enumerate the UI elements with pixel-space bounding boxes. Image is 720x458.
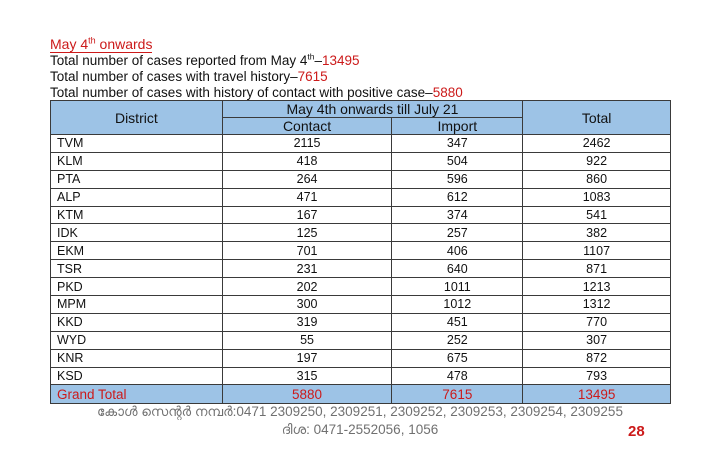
grand-total-label: Grand Total bbox=[51, 385, 223, 404]
grand-total-total: 13495 bbox=[523, 385, 671, 404]
table-row bbox=[51, 367, 671, 385]
stat-travel-history bbox=[50, 69, 328, 85]
district-cases-table bbox=[50, 100, 671, 404]
cell-district: KNR bbox=[51, 349, 223, 367]
cell-import: 612 bbox=[392, 188, 523, 206]
cell-contact: 418 bbox=[222, 152, 392, 170]
cell-import: 1011 bbox=[392, 278, 523, 296]
disha-helpline: ദിശ: 0471-2552056, 1056 bbox=[281, 422, 439, 437]
cell-district: WYD bbox=[51, 331, 223, 349]
cell-district: KLM bbox=[51, 152, 223, 170]
grand-total-contact: 5880 bbox=[222, 385, 392, 404]
stat-value: 7615 bbox=[297, 69, 328, 84]
cell-contact: 264 bbox=[222, 170, 392, 188]
stat-contact-history bbox=[50, 85, 463, 101]
cell-district: MPM bbox=[51, 296, 223, 314]
cell-district: PTA bbox=[51, 170, 223, 188]
cell-contact: 231 bbox=[222, 260, 392, 278]
table-row bbox=[51, 135, 671, 153]
cell-total: 307 bbox=[523, 331, 671, 349]
cell-total: 2462 bbox=[523, 135, 671, 153]
cell-contact: 319 bbox=[222, 313, 392, 331]
cell-contact: 315 bbox=[222, 367, 392, 385]
cell-total: 1312 bbox=[523, 296, 671, 314]
call-center-numbers: കോൾ സെന്റർ നമ്പർ:0471 2309250, 2309251, 2309252, 2309253, 2309254, 2309255 bbox=[97, 404, 623, 419]
cell-contact: 2115 bbox=[222, 135, 392, 153]
page-number: 28 bbox=[628, 423, 645, 440]
cell-district: ALP bbox=[51, 188, 223, 206]
cell-contact: 471 bbox=[222, 188, 392, 206]
stat-value: 5880 bbox=[432, 85, 463, 100]
cell-district: IDK bbox=[51, 224, 223, 242]
cell-import: 478 bbox=[392, 367, 523, 385]
table-row bbox=[51, 224, 671, 242]
cell-district: KSD bbox=[51, 367, 223, 385]
cell-contact: 300 bbox=[222, 296, 392, 314]
cell-import: 1012 bbox=[392, 296, 523, 314]
table-row bbox=[51, 152, 671, 170]
cell-total: 382 bbox=[523, 224, 671, 242]
stat-label: Total number of cases with history of contact with positive case– bbox=[50, 85, 433, 100]
cell-import: 374 bbox=[392, 206, 523, 224]
cell-district: EKM bbox=[51, 242, 223, 260]
stat-label: Total number of cases reported from May 4 bbox=[50, 53, 308, 68]
header-district: District bbox=[51, 101, 223, 135]
cell-contact: 197 bbox=[222, 349, 392, 367]
stat-label: Total number of cases with travel history– bbox=[50, 69, 298, 84]
cell-total: 922 bbox=[523, 152, 671, 170]
table-row bbox=[51, 331, 671, 349]
table-row bbox=[51, 188, 671, 206]
cell-import: 406 bbox=[392, 242, 523, 260]
cell-contact: 55 bbox=[222, 331, 392, 349]
grand-total-row bbox=[51, 385, 671, 404]
table-row bbox=[51, 206, 671, 224]
cell-district: TVM bbox=[51, 135, 223, 153]
cell-district: PKD bbox=[51, 278, 223, 296]
header-import: Import bbox=[392, 118, 523, 135]
cell-import: 596 bbox=[392, 170, 523, 188]
cell-total: 1083 bbox=[523, 188, 671, 206]
cell-contact: 125 bbox=[222, 224, 392, 242]
header-total: Total bbox=[523, 101, 671, 135]
cell-import: 504 bbox=[392, 152, 523, 170]
cell-district: KTM bbox=[51, 206, 223, 224]
table-row bbox=[51, 296, 671, 314]
cell-contact: 202 bbox=[222, 278, 392, 296]
cell-total: 871 bbox=[523, 260, 671, 278]
cell-contact: 167 bbox=[222, 206, 392, 224]
stat-value: 13495 bbox=[321, 53, 360, 68]
table-row bbox=[51, 242, 671, 260]
header-period: May 4th onwards till July 21 bbox=[222, 101, 523, 118]
cell-import: 640 bbox=[392, 260, 523, 278]
grand-total-import: 7615 bbox=[392, 385, 523, 404]
cell-contact: 701 bbox=[222, 242, 392, 260]
table-row bbox=[51, 170, 671, 188]
stat-cases-reported: Total number of cases reported from May 4th–13495 bbox=[50, 51, 360, 68]
section-heading: May 4th onwards bbox=[50, 35, 153, 52]
cell-total: 541 bbox=[523, 206, 671, 224]
cell-district: KKD bbox=[51, 313, 223, 331]
table-row bbox=[51, 260, 671, 278]
table-row bbox=[51, 349, 671, 367]
header-contact: Contact bbox=[222, 118, 392, 135]
cell-import: 347 bbox=[392, 135, 523, 153]
table-row bbox=[51, 313, 671, 331]
cell-district: TSR bbox=[51, 260, 223, 278]
cell-total: 770 bbox=[523, 313, 671, 331]
cell-total: 860 bbox=[523, 170, 671, 188]
table-row bbox=[51, 278, 671, 296]
cell-total: 872 bbox=[523, 349, 671, 367]
cell-import: 257 bbox=[392, 224, 523, 242]
cell-import: 451 bbox=[392, 313, 523, 331]
cell-total: 793 bbox=[523, 367, 671, 385]
cell-import: 675 bbox=[392, 349, 523, 367]
cell-import: 252 bbox=[392, 331, 523, 349]
cell-total: 1107 bbox=[523, 242, 671, 260]
cell-total: 1213 bbox=[523, 278, 671, 296]
